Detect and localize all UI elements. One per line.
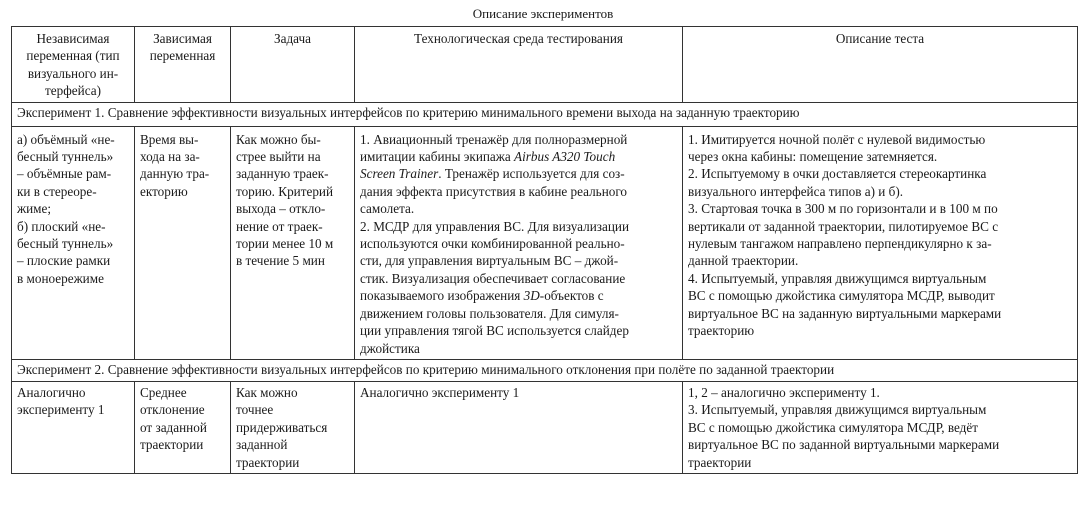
exp1-env-trainer-name: Airbus A320 Touch Screen Trainer <box>360 149 616 182</box>
header-task: Задача <box>231 27 355 103</box>
exp2-test-environment: Аналогично эксперименту 1 <box>355 381 683 473</box>
exp2-test-description: 1, 2 – аналогично эксперименту 1. 3. Испытуемый, управляя движущимся виртуальным ВС с помощью джойстика симулятора МСДР, ведёт виртуальное ВС по заданной виртуальными маркерами траектории <box>683 381 1078 473</box>
exp2-task: Как можно точнее придерживаться заданной траектории <box>231 381 355 473</box>
experiments-table <box>11 26 1078 474</box>
experiment-1-title: Эксперимент 1. Сравнение эффективности визуальных интерфейсов по критерию минимального времени выхода на заданную траекторию <box>12 102 1078 126</box>
header-row <box>12 27 1078 103</box>
exp2-dependent-variable: Среднее отклонение от заданной траектории <box>135 381 231 473</box>
exp1-dependent-variable: Время вы- хода на за- данную тра- екторию <box>135 126 231 359</box>
header-dependent-variable: Зависимая переменная <box>135 27 231 103</box>
experiment-2-title: Эксперимент 2. Сравнение эффективности визуальных интерфейсов по критерию минимального отклонения при полёте по заданной траектории <box>12 359 1078 381</box>
experiment-1-row <box>12 126 1078 359</box>
exp1-test-environment <box>355 126 683 359</box>
exp1-env-text-part-1: 1. Авиационный тренажёр для полноразмерной имитации кабины экипажа <box>360 131 628 165</box>
exp1-env-3d-term: 3D <box>523 288 540 304</box>
header-test-environment: Технологическая среда тестирования <box>355 27 683 103</box>
table-caption: Описание экспериментов <box>472 6 614 21</box>
exp1-env-text-part-2: . Тренажёр используется для соз- дания эффекта присутствия в кабине реального самолета. 2. МСДР для управления ВС. Для визуализации используются очки комбинированной реально- сти, для управления виртуальным ВС – джой- стик. Визуализация обеспечивает согласование показываемого изображения <box>360 166 629 304</box>
exp1-env-text-part-3: -объектов с движением головы пользователя. Для симуля- ции управления тягой ВС используется слайдер джойстика <box>360 288 629 356</box>
header-test-description: Описание теста <box>683 27 1078 103</box>
header-independent-variable: Независимая переменная (тип визуального ин- терфейса) <box>12 27 135 103</box>
experiment-1-title-row <box>12 102 1078 126</box>
experiment-2-title-row <box>12 359 1078 381</box>
exp1-test-description: 1. Имитируется ночной полёт с нулевой видимостью через окна кабины: помещение затемняется. 2. Испытуемому в очки доставляется стереокартинка визуального интерфейса типов а) и б). 3. Стартовая точка в 300 м по горизонтали и в 100 м по вертикали от заданной траектории, пилотируемое ВС с нулевым тангажом направлено перпендикулярно к за- данной траектории. 4. Испытуемый, управляя движущимся виртуальным ВС с помощью джойстика симулятора МСДР, выводит виртуальное ВС на заданную виртуальными маркерами траекторию <box>683 126 1078 359</box>
experiment-2-row <box>12 381 1078 473</box>
exp2-independent-variable: Аналогично эксперименту 1 <box>12 381 135 473</box>
exp1-task: Как можно бы- стрее выйти на заданную траек- торию. Критерий выхода – откло- нение от траек- тории менее 10 м в течение 5 мин <box>231 126 355 359</box>
exp1-independent-variable: а) объёмный «не- бесный туннель» – объёмные рам- ки в стереоре- жиме; б) плоский «не- бесный туннель» – плоские рамки в моноережиме <box>12 126 135 359</box>
